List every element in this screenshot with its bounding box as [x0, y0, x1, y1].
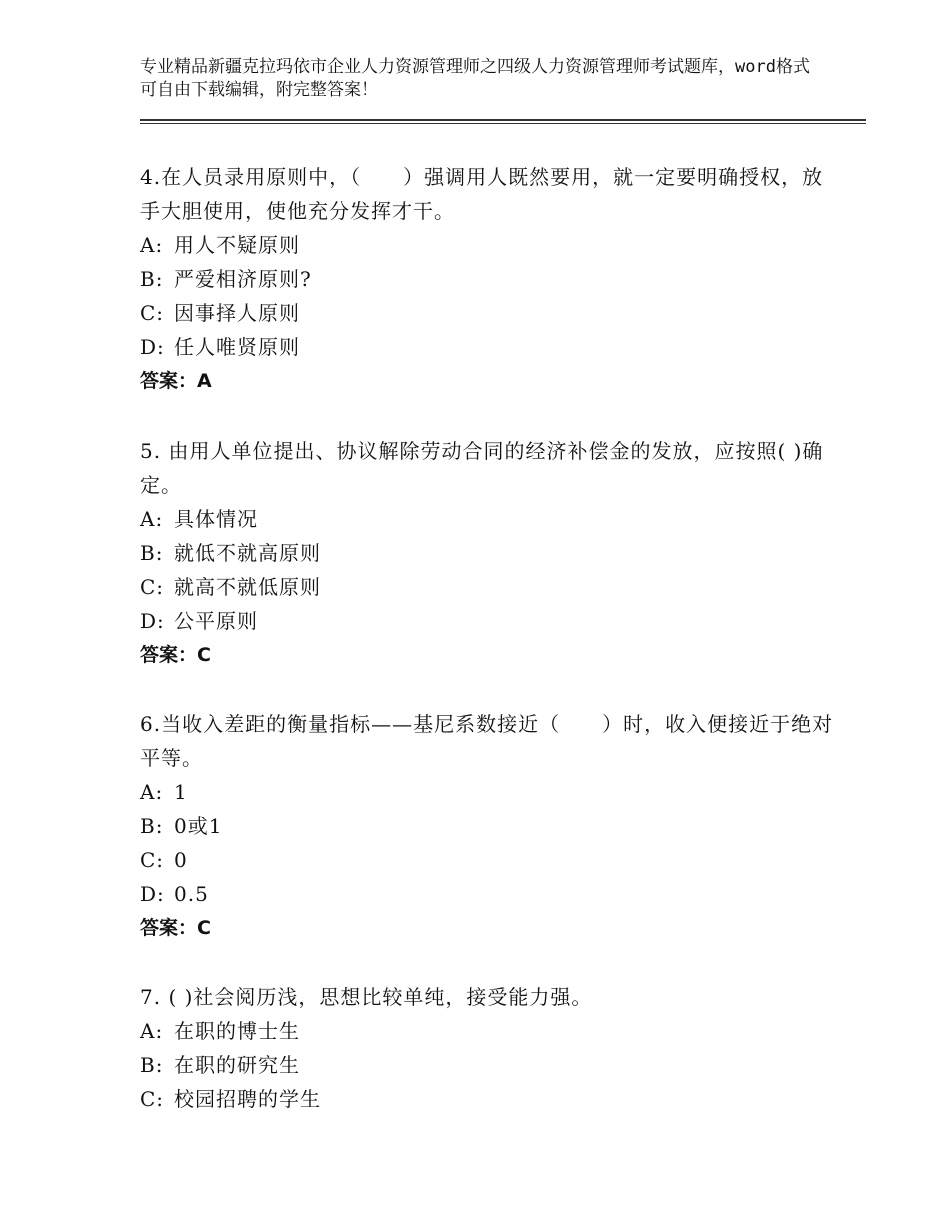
option-letter: B: — [140, 541, 164, 565]
option-c — [140, 296, 840, 330]
option-letter: C: — [140, 575, 165, 599]
option-c — [140, 843, 840, 877]
question-stem: 4.在人员录用原则中，（ ）强调用人既然要用，就一定要明确授权，放手大胆使用，使他充分发挥才干。 — [140, 165, 824, 223]
option-a — [140, 502, 840, 536]
option-b — [140, 536, 840, 570]
option-text: 0.5 — [174, 882, 209, 906]
question-stem: 7. ( )社会阅历浅，思想比较单纯，接受能力强。 — [140, 985, 593, 1009]
option-text: 具体情况 — [174, 507, 258, 531]
answer-label: 答案：C — [140, 917, 211, 939]
option-text: 0 — [174, 848, 188, 872]
question-7 — [140, 980, 840, 1116]
option-text: 因事择人原则 — [174, 301, 300, 325]
option-text: 就低不就高原则 — [174, 541, 321, 565]
document-header: 专业精品新疆克拉玛依市企业人力资源管理师之四级人力资源管理师考试题库，word格式可自由下载编辑，附完整答案！ — [140, 57, 810, 100]
option-text: 1 — [174, 780, 188, 804]
option-a — [140, 775, 840, 809]
option-text: 严爱相济原则? — [174, 267, 312, 291]
answer-label: 答案：A — [140, 370, 212, 392]
option-c — [140, 1082, 840, 1116]
option-letter: A: — [140, 780, 164, 804]
option-text: 就高不就低原则 — [174, 575, 321, 599]
option-letter: B: — [140, 1053, 164, 1077]
question-stem: 5. 由用人单位提出、协议解除劳动合同的经济补偿金的发放，应按照( )确定。 — [140, 439, 824, 497]
option-text: 0或1 — [174, 814, 223, 838]
option-letter: C: — [140, 848, 165, 872]
option-letter: A: — [140, 233, 164, 257]
option-letter: B: — [140, 814, 164, 838]
option-letter: B: — [140, 267, 164, 291]
option-letter: C: — [140, 1087, 165, 1111]
option-letter: C: — [140, 301, 165, 325]
option-letter: A: — [140, 507, 164, 531]
option-letter: A: — [140, 1019, 164, 1043]
question-stem: 6.当收入差距的衡量指标——基尼系数接近（ ）时，收入便接近于绝对平等。 — [140, 712, 834, 770]
option-text: 用人不疑原则 — [174, 233, 300, 257]
option-text: 在职的研究生 — [174, 1053, 300, 1077]
option-text: 任人唯贤原则 — [174, 335, 300, 359]
option-b — [140, 262, 840, 296]
option-b — [140, 809, 840, 843]
option-d — [140, 877, 840, 911]
option-b — [140, 1048, 840, 1082]
option-letter: D: — [140, 335, 165, 359]
option-letter: D: — [140, 609, 165, 633]
option-a — [140, 1014, 840, 1048]
option-d — [140, 330, 840, 364]
answer-label: 答案：C — [140, 644, 211, 666]
option-text: 校园招聘的学生 — [174, 1087, 321, 1111]
option-a — [140, 228, 840, 262]
option-d — [140, 604, 840, 638]
question-6 — [140, 707, 840, 945]
question-5 — [140, 434, 840, 672]
option-text: 在职的博士生 — [174, 1019, 300, 1043]
option-text: 公平原则 — [174, 609, 258, 633]
header-divider — [140, 119, 866, 124]
option-letter: D: — [140, 882, 165, 906]
question-4 — [140, 160, 840, 398]
option-c — [140, 570, 840, 604]
